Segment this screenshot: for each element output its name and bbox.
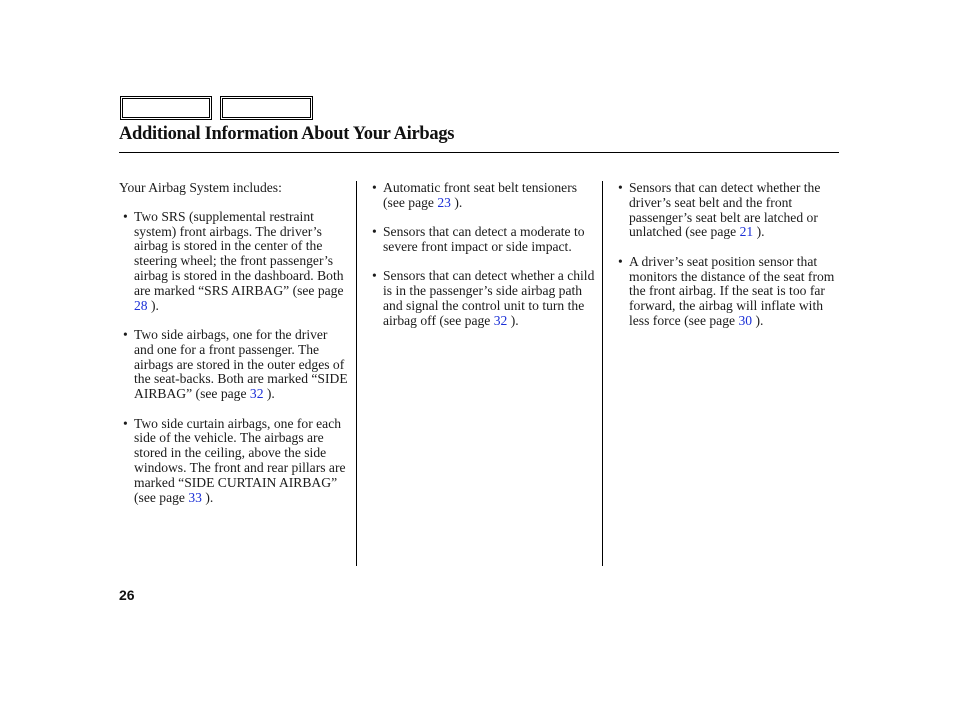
list-item (614, 181, 842, 240)
nav-button-main-menu[interactable] (120, 96, 212, 120)
list-item (119, 210, 349, 314)
column-1 (119, 181, 349, 520)
list-item-close: ). (151, 297, 159, 313)
list-item-close: ). (756, 224, 765, 240)
list-item-text: Two SRS (supplemental restraint system) front airbags. The driver’s airbag is stored in the center of the steering wheel; the front passenger’s airbag is stored in the dashboard. Both are marked “SRS AIRBAG” (see page (134, 208, 344, 298)
page-link-side-airbag[interactable]: 32 (249, 386, 264, 402)
list-item-text: Sensors that can detect whether a child is in the passenger’s side airbag path and signal the control unit to turn the airbag off (see page (383, 268, 595, 328)
title-divider (119, 152, 839, 153)
list-item-text: A driver’s seat position sensor that monitors the distance of the seat from the front airbag. If the seat is too far forward, the airbag will inflate with less force (see page (629, 253, 835, 328)
page-title: Additional Information About Your Airbags (119, 124, 455, 144)
list-item (368, 181, 596, 211)
page-link-side-curtain[interactable]: 33 (188, 489, 202, 505)
list-item-close: ). (266, 386, 275, 402)
page-link-seat-belt[interactable]: 21 (739, 224, 754, 240)
column-3 (614, 181, 842, 343)
column-2 (368, 181, 596, 343)
list-item (368, 225, 596, 255)
list-item-text: Automatic front seat belt tensioners (see page (383, 180, 578, 210)
list-item-close: ). (205, 489, 214, 505)
page-number: 26 (119, 587, 135, 603)
column-divider (602, 181, 603, 566)
list-item-text: Two side curtain airbags, one for each side of the vehicle. The airbags are stored in the ceiling, above the side windows. The front and rear pillars are marked “SIDE CURTAIN AIRBAG” (see page (134, 415, 346, 505)
list-item (614, 255, 842, 329)
intro-text: Your Airbag System includes: (119, 180, 282, 195)
list-item (119, 328, 349, 402)
list-item-close: ). (510, 312, 519, 328)
nav-button-index[interactable] (220, 96, 313, 120)
page-link-passenger-airbag-off[interactable]: 32 (493, 312, 508, 328)
column-divider (356, 181, 357, 566)
list-item-close: ). (454, 194, 463, 210)
page-link-seat-position[interactable]: 30 (738, 312, 753, 328)
list-item-close: ). (755, 312, 764, 328)
airbag-list-2 (368, 181, 596, 329)
list-item-text: Two side airbags, one for the driver and one for a front passenger. The airbags are stored in the outer edges of the seat-backs. Both are marked “SIDE AIRBAG” (see page (134, 326, 348, 402)
list-item (119, 417, 349, 506)
airbag-list-1 (119, 210, 349, 506)
list-item-text: Sensors that can detect whether the driver’s seat belt and the front passenger’s seat belt are latched or unlatched (see page (629, 180, 821, 240)
page-link-srs[interactable]: 28 (134, 297, 148, 313)
airbag-list-3 (614, 181, 842, 329)
list-item (368, 269, 596, 328)
page-link-tensioners[interactable]: 23 (437, 194, 451, 210)
list-item-text: Sensors that can detect a moderate to severe front impact or side impact. (383, 224, 585, 254)
